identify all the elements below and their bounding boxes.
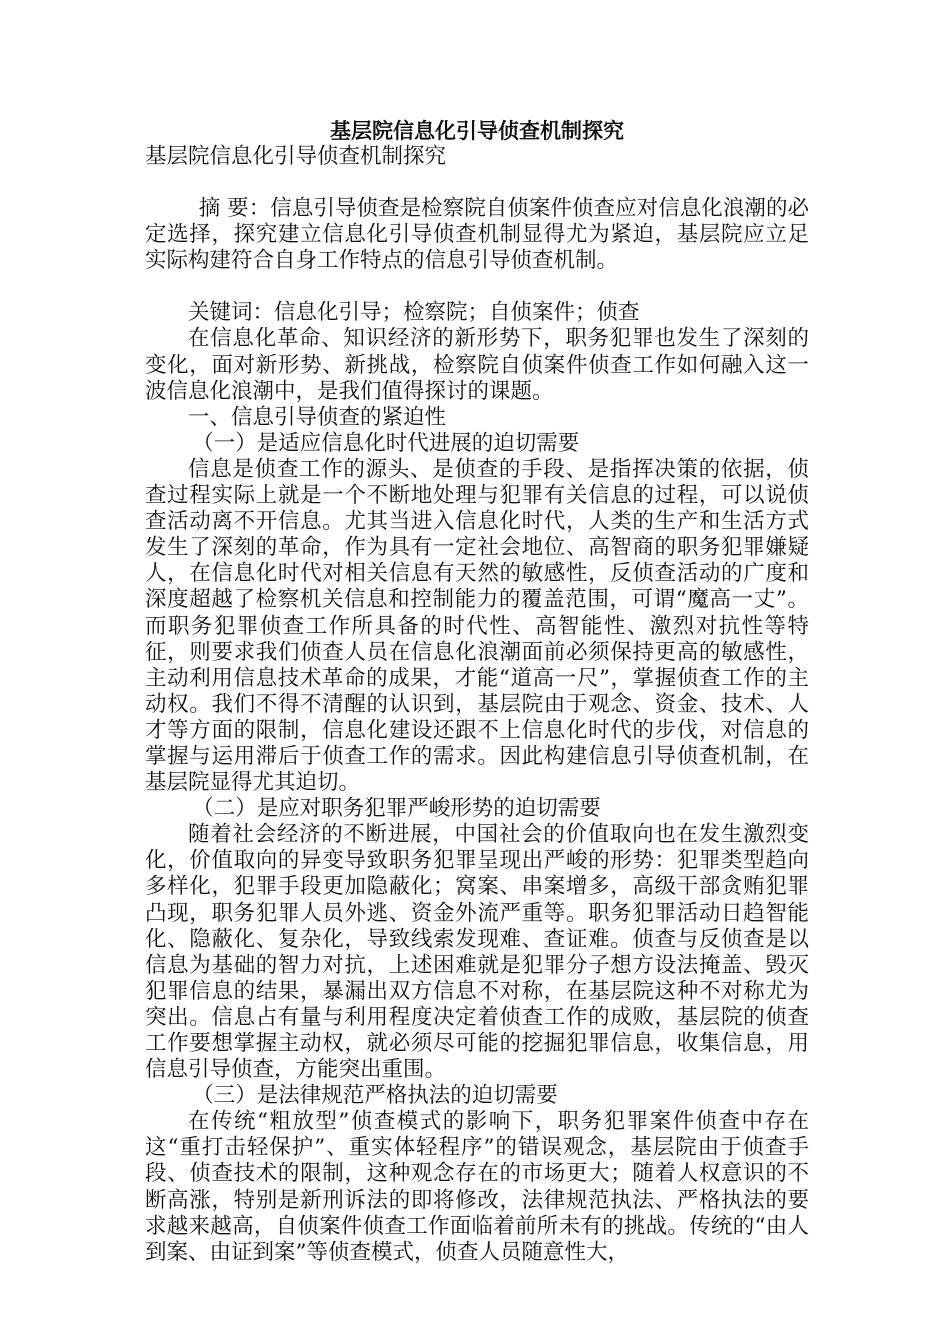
section-heading-1: 一、信息引导侦查的紧迫性 [188,404,447,430]
document-subtitle: 基层院信息化引导侦查机制探究 [145,144,447,169]
subsection-heading-1: （一）是适应信息化时代进展的迫切需要 [192,430,580,456]
abstract-paragraph: 摘 要：信息引导侦查是检察院自侦案件侦查应对信息化浪潮的必定选择，探究建立信息化引导侦查机制显得尤为紧迫，基层院应立足实际构建符合自身工作特点的信息引导侦查机制。 [145,196,809,274]
blank-line [145,170,809,196]
document-page [145,118,809,1266]
subsection-heading-2: （二）是应对职务犯罪严峻形势的迫切需要 [192,796,601,822]
blank-line [145,274,809,300]
subsection-heading-3: （三）是法律规范严格执法的迫切需要 [192,1083,558,1109]
intro-paragraph: 在信息化革命、知识经济的新形势下，职务犯罪也发生了深刻的变化，面对新形势、新挑战，检察院自侦案件侦查工作如何融入这一波信息化浪潮中，是我们值得探讨的课题。 [145,326,809,404]
document-title: 基层院信息化引导侦查机制探究 [330,119,624,143]
keywords-line: 关键词：信息化引导；检察院；自侦案件；侦查 [188,300,640,326]
subsection-body-3: 在传统“粗放型”侦查模式的影响下，职务犯罪案件侦查中存在这“重打击轻保护”、重实体轻程序”的错误观念，基层院由于侦查手段、侦查技术的限制，这种观念存在的市场更大；随着人权意识的不断高涨，特别是新刑诉法的即将修改，法律规范执法、严格执法的要求越来越高，自侦案件侦查工作面临着前所未有的挑战。传统的“由人到案、由证到案”等侦查模式，侦查人员随意性大， [145,1109,809,1265]
subsection-body-2: 随着社会经济的不断进展，中国社会的价值取向也在发生激烈变化，价值取向的异变导致职务犯罪呈现出严峻的形势：犯罪类型趋向多样化，犯罪手段更加隐蔽化；窝案、串案增多，高级干部贪贿犯罪凸现，职务犯罪人员外逃、资金外流严重等。职务犯罪活动日趋智能化、隐蔽化、复杂化，导致线索发现难、查证难。侦查与反侦查是以信息为基础的智力对抗，上述困难就是犯罪分子想方设法掩盖、毁灭犯罪信息的结果，暴漏出双方信息不对称，在基层院这种不对称尤为突出。信息占有量与利用程度决定着侦查工作的成败，基层院的侦查工作要想掌握主动权，就必须尽可能的挖掘犯罪信息，收集信息，用信息引导侦查，方能突出重围。 [145,822,809,1083]
subsection-body-1: 信息是侦查工作的源头、是侦查的手段、是指挥决策的依据，侦查过程实际上就是一个不断地处理与犯罪有关信息的过程，可以说侦查活动离不开信息。尤其当进入信息化时代，人类的生产和生活方式发生了深刻的革命，作为具有一定社会地位、高智商的职务犯罪嫌疑人，在信息化时代对相关信息有天然的敏感性，反侦查活动的广度和深度超越了检察机关信息和控制能力的覆盖范围，可谓“魔高一丈”。而职务犯罪侦查工作所具备的时代性、高智能性、激烈对抗性等特征，则要求我们侦查人员在信息化浪潮面前必须保持更高的敏感性，主动利用信息技术革命的成果，才能“道高一尺”，掌握侦查工作的主动权。我们不得不清醒的认识到，基层院由于观念、资金、技术、人才等方面的限制，信息化建设还跟不上信息化时代的步伐，对信息的掌握与运用滞后于侦查工作的需求。因此构建信息引导侦查机制，在基层院显得尤其迫切。 [145,456,809,796]
